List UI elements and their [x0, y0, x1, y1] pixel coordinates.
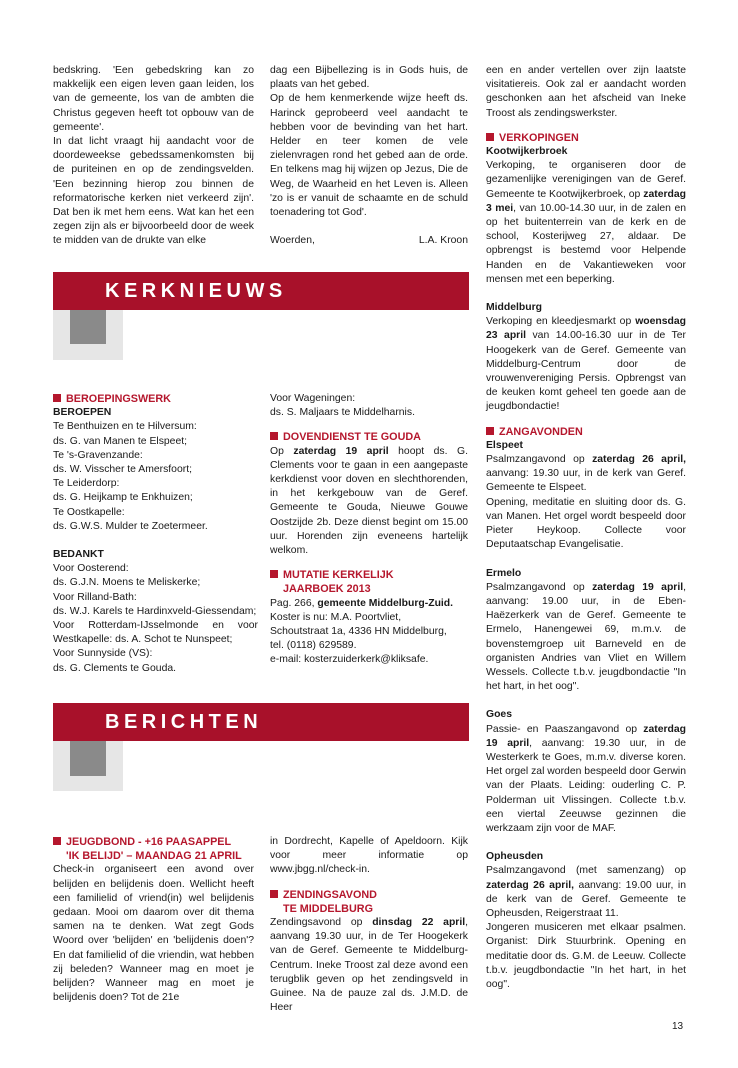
signature-line	[270, 234, 468, 248]
list-item: Te 's-Gravenzande:	[53, 449, 143, 461]
list-item: ds. G.W.S. Mulder te Zoetermeer.	[53, 520, 208, 532]
square-bullet-icon	[53, 394, 61, 402]
section-heading: VERKOPINGEN	[486, 131, 686, 145]
subheading: BEDANKT	[53, 549, 104, 561]
banner-decoration	[70, 308, 106, 344]
jeugdbond-body: Check-in organiseert een avond over belijden en belijdenis doen. Wellicht heeft een familielid of vriend(in) wel belijdenis gedaan. Mooi om daarom over dit thema samen na te denken. Wat zegt Gods Woord over 'belijden' en 'belijdenis doen'? En dat familielid of die vriendin, wat hebben zij beleden? Wanneer mag en moet je belijden? Wanneer mag en moet je belijdenis doen? Tot de 21e	[53, 864, 254, 1004]
beroepingswerk-section	[53, 392, 258, 676]
square-bullet-icon	[270, 570, 278, 578]
mutatie-body: Pag. 266, gemeente Middelburg-Zuid.	[270, 597, 454, 609]
page-number: 13	[672, 1021, 684, 1032]
verkoping-body: Verkoping en kleedjesmarkt op woensdag 23 april van 14.00-16.30 uur in de Ter Hoogekerk van de Geref. Gemeente van Middelburg-Centrum door de vrouwenvereniging Persis. Opbrengst van de keuken komt geheel ten goede aan de jeugdbondactie!	[486, 316, 686, 413]
zangavond-body: Jongeren musiceren met elkaar psalmen. Organist: Dirk Stuurbrink. Opening en meditatie door ds. G.M. de Leeuw. Collecte t.b.v. jeugdbondactie "In het hart, in het oog".	[486, 922, 686, 990]
middle-column-news	[270, 392, 468, 668]
section-heading: ZANGAVONDEN	[486, 425, 686, 439]
list-item: Voor Wageningen:	[270, 393, 356, 404]
list-item: Schoutstraat 1a, 4336 HN Middelburg,	[270, 626, 447, 638]
signature-place: Woerden,	[270, 235, 315, 247]
subheading: Middelburg	[486, 302, 542, 314]
section-heading: MUTATIE KERKELIJK JAARBOEK 2013	[270, 568, 468, 596]
list-item: Te Oostkapelle:	[53, 506, 125, 518]
subheading: Ermelo	[486, 567, 522, 579]
square-bullet-icon	[486, 133, 494, 141]
email-text: e-mail: kosterzuiderkerk@kliksafe.	[270, 654, 429, 666]
zangavond-body: Psalmzangavond (met samenzang) op zaterdag 26 april, aanvang: 19.00 uur, in de kerk van de Geref. Gemeente te Opheusden, Reigerstraat 11.	[486, 865, 686, 919]
intro-paragraph: bedskring. 'Een gebedskring kan zo makkelijk een eigen leven gaan leiden, los van de gemeente, los van de ambten die Christus gegeven heeft tot opbouw van de gemeente'.	[53, 65, 254, 133]
jeugdbond-section	[53, 835, 254, 1005]
list-item: tel. (0118) 629589.	[270, 640, 357, 652]
section-heading: ZENDINGSAVOND TE MIDDELBURG	[270, 888, 468, 916]
zangavond-body: Psalmzangavond op zaterdag 19 april, aanvang: 19.00 uur, in de Eben-Haëzerkerk van de Geref. Gemeente te Ermelo, Hanengewei 69, m.m.v. de bovenstemgroep uit Barneveld en de organisten Andries van Vliet en Willem Wessels. Collecte t.b.v. jeugdbondactie "In het hart, in het oog".	[486, 581, 686, 693]
list-item: Voor Sunnyside (VS):	[53, 648, 153, 660]
square-bullet-icon	[270, 890, 278, 898]
section-heading: JEUGDBOND - +16 PAASAPPEL 'IK BELIJD' – MAANDAG 21 APRIL	[53, 835, 254, 863]
zangavond-body: Opening, meditatie en sluiting door ds. G. van Manen. Het orgel wordt bespeeld door Pieter Heykoop. Collecte voor Deputaatschap Evangelisatie.	[486, 496, 686, 551]
list-item: Te Benthuizen en te Hilversum:	[53, 421, 197, 433]
list-item: Voor Rotterdam-IJsselmonde en voor Westkapelle: ds. A. Schot te Nunspeet;	[53, 620, 258, 646]
jeugdbond-continuation: in Dordrecht, Kapelle of Apeldoorn. Kijk voor meer informatie op www.jbgg.nl/check-in.	[270, 836, 468, 876]
subheading: Kootwijkerbroek	[486, 146, 568, 158]
square-bullet-icon	[486, 427, 494, 435]
section-heading: DOVENDIENST TE GOUDA	[270, 430, 468, 444]
intro-paragraph: dag een Bijbellezing is in Gods huis, de plaats van het gebed.	[270, 65, 468, 91]
zendingsavond-body: Zendingsavond op dinsdag 22 april, aanvang 19.30 uur, in de Ter Hoogekerk van de Geref. Gemeente te Middelburg-Centrum. Ineke Troost zal deze avond een terugblik geven op het zendingsveld in Guinee. Na de pauze zal ds. J.M.D. de Heer	[270, 917, 469, 1014]
square-bullet-icon	[53, 837, 61, 845]
right-column	[486, 64, 686, 992]
list-item: ds. G. Heijkamp te Enkhuizen;	[53, 492, 193, 504]
subheading: Elspeet	[486, 439, 523, 451]
section-heading: BEROEPINGSWERK	[53, 392, 258, 406]
verkoping-body: Verkoping, te organiseren door de gezamenlijke verenigingen van de Geref. Gemeente te Kootwijkerbroek, op zaterdag 3 mei, van 10.00-14.30 uur, in de zalen en op het buitenterrein van de kerk en de school, Kosterijweg 27, aldaar. De opbrengst is bestemd voor Helpende Handen en de Vakantieweken voor mensen met een beperking.	[486, 160, 686, 285]
list-item: ds. W. Visscher te Amersfoort;	[53, 464, 192, 476]
kerknieuws-title: KERKNIEUWS	[105, 280, 287, 302]
list-item: ds. S. Maljaars te Middelharnis.	[270, 407, 415, 419]
subheading: BEROEPEN	[53, 407, 112, 419]
square-bullet-icon	[270, 432, 278, 440]
intro-paragraph: een en ander vertellen over zijn laatste visitatiereis. Ook zal er aandacht worden geschonken aan het afscheid van Ineke Troost als zendingswerkster.	[486, 65, 686, 119]
list-item: ds. G.J.N. Moens te Meliskerke;	[53, 577, 201, 589]
signature-author: L.A. Kroon	[418, 235, 468, 247]
dovendienst-body: Op zaterdag 19 april hoopt ds. G. Clements voor te gaan in een aangepaste kerkdienst voor doven en slechthorenden, in het kerkgebouw van de Geref. Gemeente te Gouda, Nieuwe Gouwe Oostzijde 2b. Deze dienst begint om 15.00 uur. Horenden zijn eveneens hartelijk welkom.	[270, 445, 468, 557]
list-item: ds. G. Clements te Gouda.	[53, 662, 177, 674]
zendingsavond-section	[270, 835, 468, 1015]
intro-column-2	[270, 64, 468, 248]
list-item: Voor Oosterend:	[53, 563, 129, 575]
zangavond-body: Passie- en Paaszangavond op zaterdag 19 april, aanvang: 19.30 uur, in de Westerkerk te Goes, m.m.v. diverse koren. Het orgel zal worden bespeeld door Gerwin van der Plaats. Leiding: ouderling C. P. Polderman uit Vlissingen. Collecte t.b.v. een viertal Zeeuwse gezinnen die werkzaam zijn voor de MAF.	[486, 723, 686, 834]
berichten-title: BERICHTEN	[105, 711, 263, 733]
subheading: Goes	[486, 709, 512, 721]
zangavond-body: Psalmzangavond op zaterdag 26 april, aanvang: 19.30 uur, in de kerk van Geref. Gemeente te Elspeet.	[486, 454, 686, 494]
banner-decoration	[70, 740, 106, 776]
intro-paragraph: Op de hem kenmerkende wijze heeft ds. Harinck geprobeerd veel aandacht te hebben voor de bevinding van het hart. Helder en teer komen de vele zielenvragen rond het gebed aan de orde. En telkens mag hij wijzen op Jezus, Die de Weg, de Waarheid en het Leven is. Alleen 'zo is er vanuit de schaamte en de schuld toenadering tot God'.	[270, 93, 468, 219]
subheading: Opheusden	[486, 851, 544, 863]
list-item: Koster is nu: M.A. Poortvliet,	[270, 611, 402, 623]
list-item: ds. W.J. Karels te Hardinxveld-Giessendam;	[53, 605, 257, 617]
list-item: Te Leiderdorp:	[53, 478, 120, 490]
intro-paragraph: In dat licht vraagt hij aandacht voor de doordeweekse gebedssamenkomsten bij de puriteinen en op de zendingsvelden. 'Een bezinning hierop zou binnen de reformatorische kerken niet verkeerd zijn'. Dat ben ik met hem eens. Wat kan het een zegen zijn als er bijvoorbeeld door de week te midden van de drukte van elke	[53, 136, 254, 247]
list-item: Voor Rilland-Bath:	[53, 591, 137, 603]
list-item: ds. G. van Manen te Elspeet;	[53, 435, 187, 447]
intro-column-1	[53, 64, 254, 249]
